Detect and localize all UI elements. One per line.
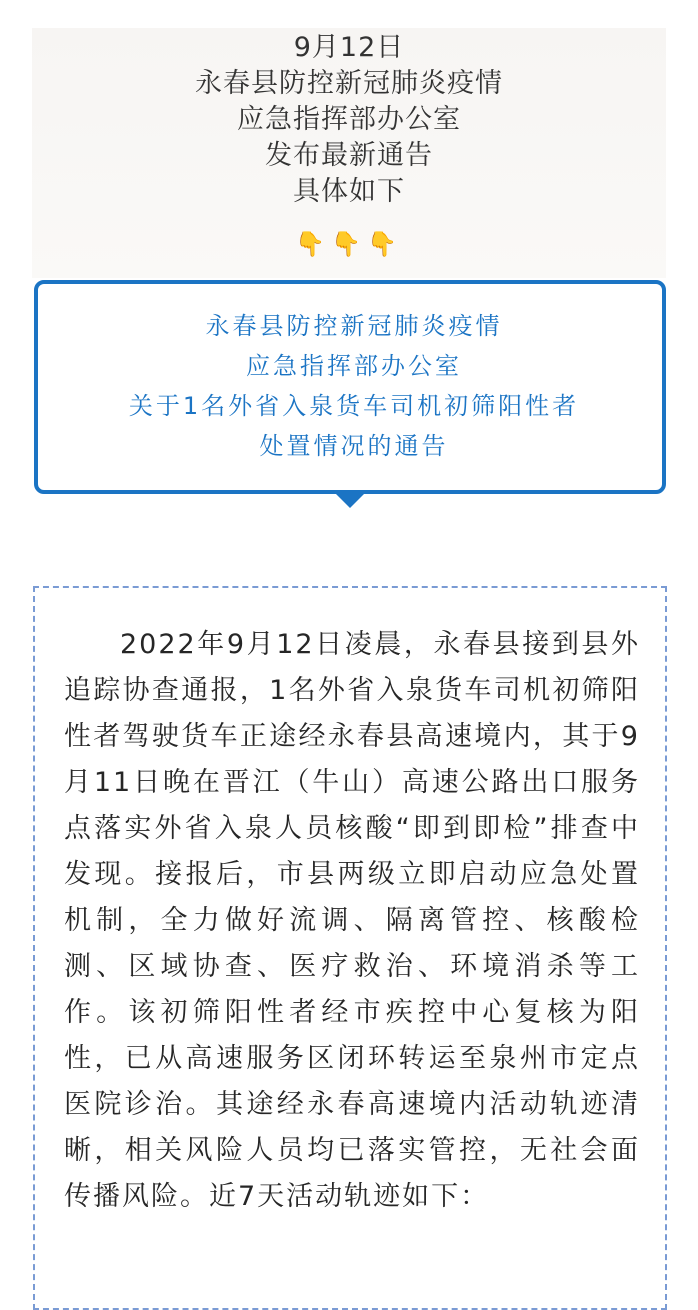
pointing-down-icon: 👇 bbox=[331, 230, 367, 258]
pointing-down-icon: 👇 bbox=[366, 230, 403, 258]
header-date: 9月12日 bbox=[293, 32, 405, 63]
header-title-line1: 永春县防控新冠肺炎疫情 bbox=[195, 68, 503, 99]
notice-title-box bbox=[34, 280, 666, 494]
body-text-box bbox=[33, 586, 667, 1310]
header-title-line2: 应急指挥部办公室 bbox=[237, 104, 461, 135]
notice-title-line4: 处置情况的通告 bbox=[259, 432, 449, 460]
notice-pointer-arrow bbox=[332, 490, 368, 508]
notice-title-line2: 应急指挥部办公室 bbox=[246, 352, 462, 380]
notice-title-line3: 关于1名外省入泉货车司机初筛阳性者 bbox=[128, 392, 580, 420]
pointing-down-hands bbox=[0, 228, 698, 260]
notice-title-line1: 永春县防控新冠肺炎疫情 bbox=[205, 312, 503, 340]
pointing-down-icon: 👇 bbox=[295, 230, 332, 258]
header-title-line4: 具体如下 bbox=[293, 176, 405, 207]
body-paragraph: 2022年9月12日凌晨，永春县接到县外追踪协查通报，1名外省入泉货车司机初筛阳性者驾驶货车正途经永春县高速境内，其于9月11日晚在晋江（牛山）高速公路出口服务点落实外省入泉人员核酸“即到即检”排查中发现。接报后，市县两级立即启动应急处置机制，全力做好流调、隔离管控、核酸检测、区域协查、医疗救治、环境消杀等工作。该初筛阳性者经市疾控中心复核为阳性，已从高速服务区闭环转运至泉州市定点医院诊治。其途经永春高速境内活动轨迹清晰，相关风险人员均已落实管控，无社会面传播风险。近7天活动轨迹如下： bbox=[64, 629, 640, 1212]
header-title-line3: 发布最新通告 bbox=[265, 140, 433, 171]
